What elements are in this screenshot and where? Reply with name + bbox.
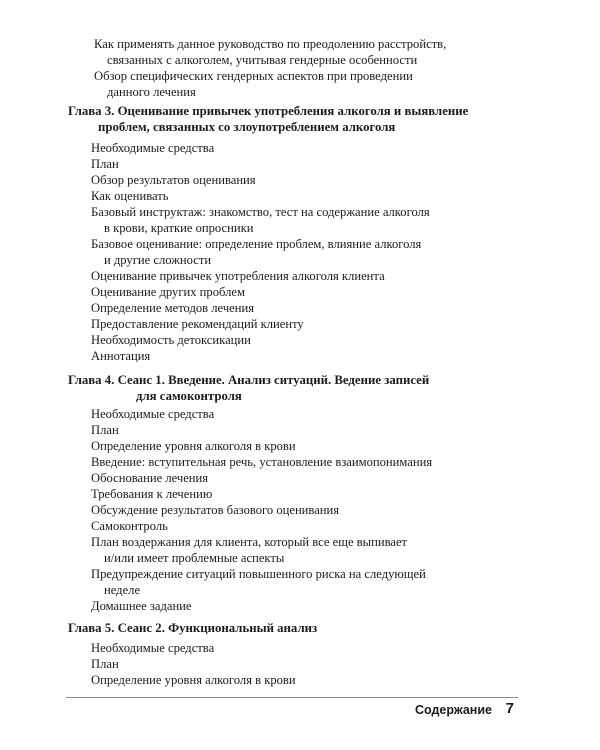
toc-entry-line: Базовый инструктаж: знакомство, тест на содержание алкоголя [91,205,430,219]
toc-entry-line: Предупреждение ситуаций повышенного риска на следующей [91,567,426,581]
toc-entry-title [91,236,421,268]
toc-entry-title [91,470,208,486]
toc-entry-line: Оценивание других проблем [91,285,245,299]
toc-entry-line: для самоконтроля [136,389,242,403]
toc-entry-title [94,36,446,68]
toc-entry-line: План [91,157,119,171]
toc-entry-title [91,454,432,470]
toc-entry-line: Домашнее задание [91,599,192,613]
toc-entry-title [91,656,119,672]
toc-entry-title [91,284,245,300]
toc-entry-line: План [91,423,119,437]
toc-entry-title [91,172,256,188]
toc-entry-title [68,372,429,404]
toc-entry-title [91,188,169,204]
toc-entry-title [91,518,168,534]
toc-entry-title [91,300,254,316]
toc-entry-title [91,438,296,454]
toc-entry-title [68,103,468,135]
toc-entry-line: Аннотация [91,349,151,363]
toc-entry-line: Обсуждение результатов базового оценивания [91,503,340,517]
toc-entry-line: проблем, связанных со злоупотреблением алкоголя [98,120,396,134]
toc-entry-title [91,316,304,332]
footer-page-number: 7 [505,700,514,717]
toc-entry-title [91,332,251,348]
toc-entry-title [91,406,214,422]
toc-entry-line: Обзор специфических гендерных аспектов при проведении [94,69,413,83]
toc-entry-title [91,502,339,518]
footer-section-label: Содержание [414,703,492,717]
toc-entry-line: Необходимые средства [91,641,215,655]
toc-entry-line: неделе [104,583,141,597]
footer-divider [66,697,518,698]
toc-entry-title [91,156,119,172]
toc-entry-line: Определение уровня алкоголя в крови [91,439,296,453]
toc-entry-line: Базовое оценивание: определение проблем, влияние алкоголя [91,237,422,251]
toc-entry-title [91,348,150,364]
toc-entry-line: Введение: вступительная речь, установление взаимопонимания [91,455,433,469]
toc-entry-line: и другие сложности [104,253,212,267]
toc-entry-title [91,140,214,156]
toc-entry-title [91,486,212,502]
toc-entry-line: в крови, краткие опросники [104,221,254,235]
toc-entry-line: Требования к лечению [91,487,213,501]
toc-entry-line: Определение методов лечения [91,301,255,315]
toc-entry-line: Как оценивать [91,189,169,203]
toc-entry-line: Оценивание привычек употребления алкоголя клиента [91,269,385,283]
toc-entry-line: связанных с алкоголем, учитывая гендерные особенности [107,53,418,67]
toc-entry-line: План воздержания для клиента, который все еще выпивает [91,535,408,549]
toc-entry-line: Обзор результатов оценивания [91,173,256,187]
toc-entry-title [91,640,214,656]
toc-entry-line: Глава 3. Оценивание привычек употребления алкоголя и выявление [68,104,469,118]
toc-entry-title [91,268,385,284]
toc-entry-line: Обоснование лечения [91,471,209,485]
toc-entry-line: План [91,657,119,671]
toc-entry-line: Предоставление рекомендаций клиенту [91,317,304,331]
toc-entry-line: Глава 4. Сеанс 1. Введение. Анализ ситуаций. Ведение записей [68,373,430,387]
toc-entry-line: Самоконтроль [91,519,168,533]
toc-entry-line: Глава 5. Сеанс 2. Функциональный анализ [68,621,318,635]
toc-entry-title [91,422,119,438]
toc-entry-line: Как применять данное руководство по преодолению расстройств, [94,37,447,51]
toc-entry-title [91,672,296,688]
toc-entry-line: данного лечения [107,85,196,99]
toc-entry-title [94,68,413,100]
toc-entry-line: Необходимые средства [91,407,215,421]
toc-entry-title [91,204,430,236]
toc-entry-title [91,566,426,598]
toc-entry-line: и/или имеет проблемные аспекты [104,551,285,565]
toc-entry-line: Необходимые средства [91,141,215,155]
toc-entry-line: Определение уровня алкоголя в крови [91,673,296,687]
toc-entry-title [68,620,317,636]
toc-entry-line: Необходимость детоксикации [91,333,251,347]
toc-entry-title [91,598,192,614]
toc-entry-title [91,534,407,566]
